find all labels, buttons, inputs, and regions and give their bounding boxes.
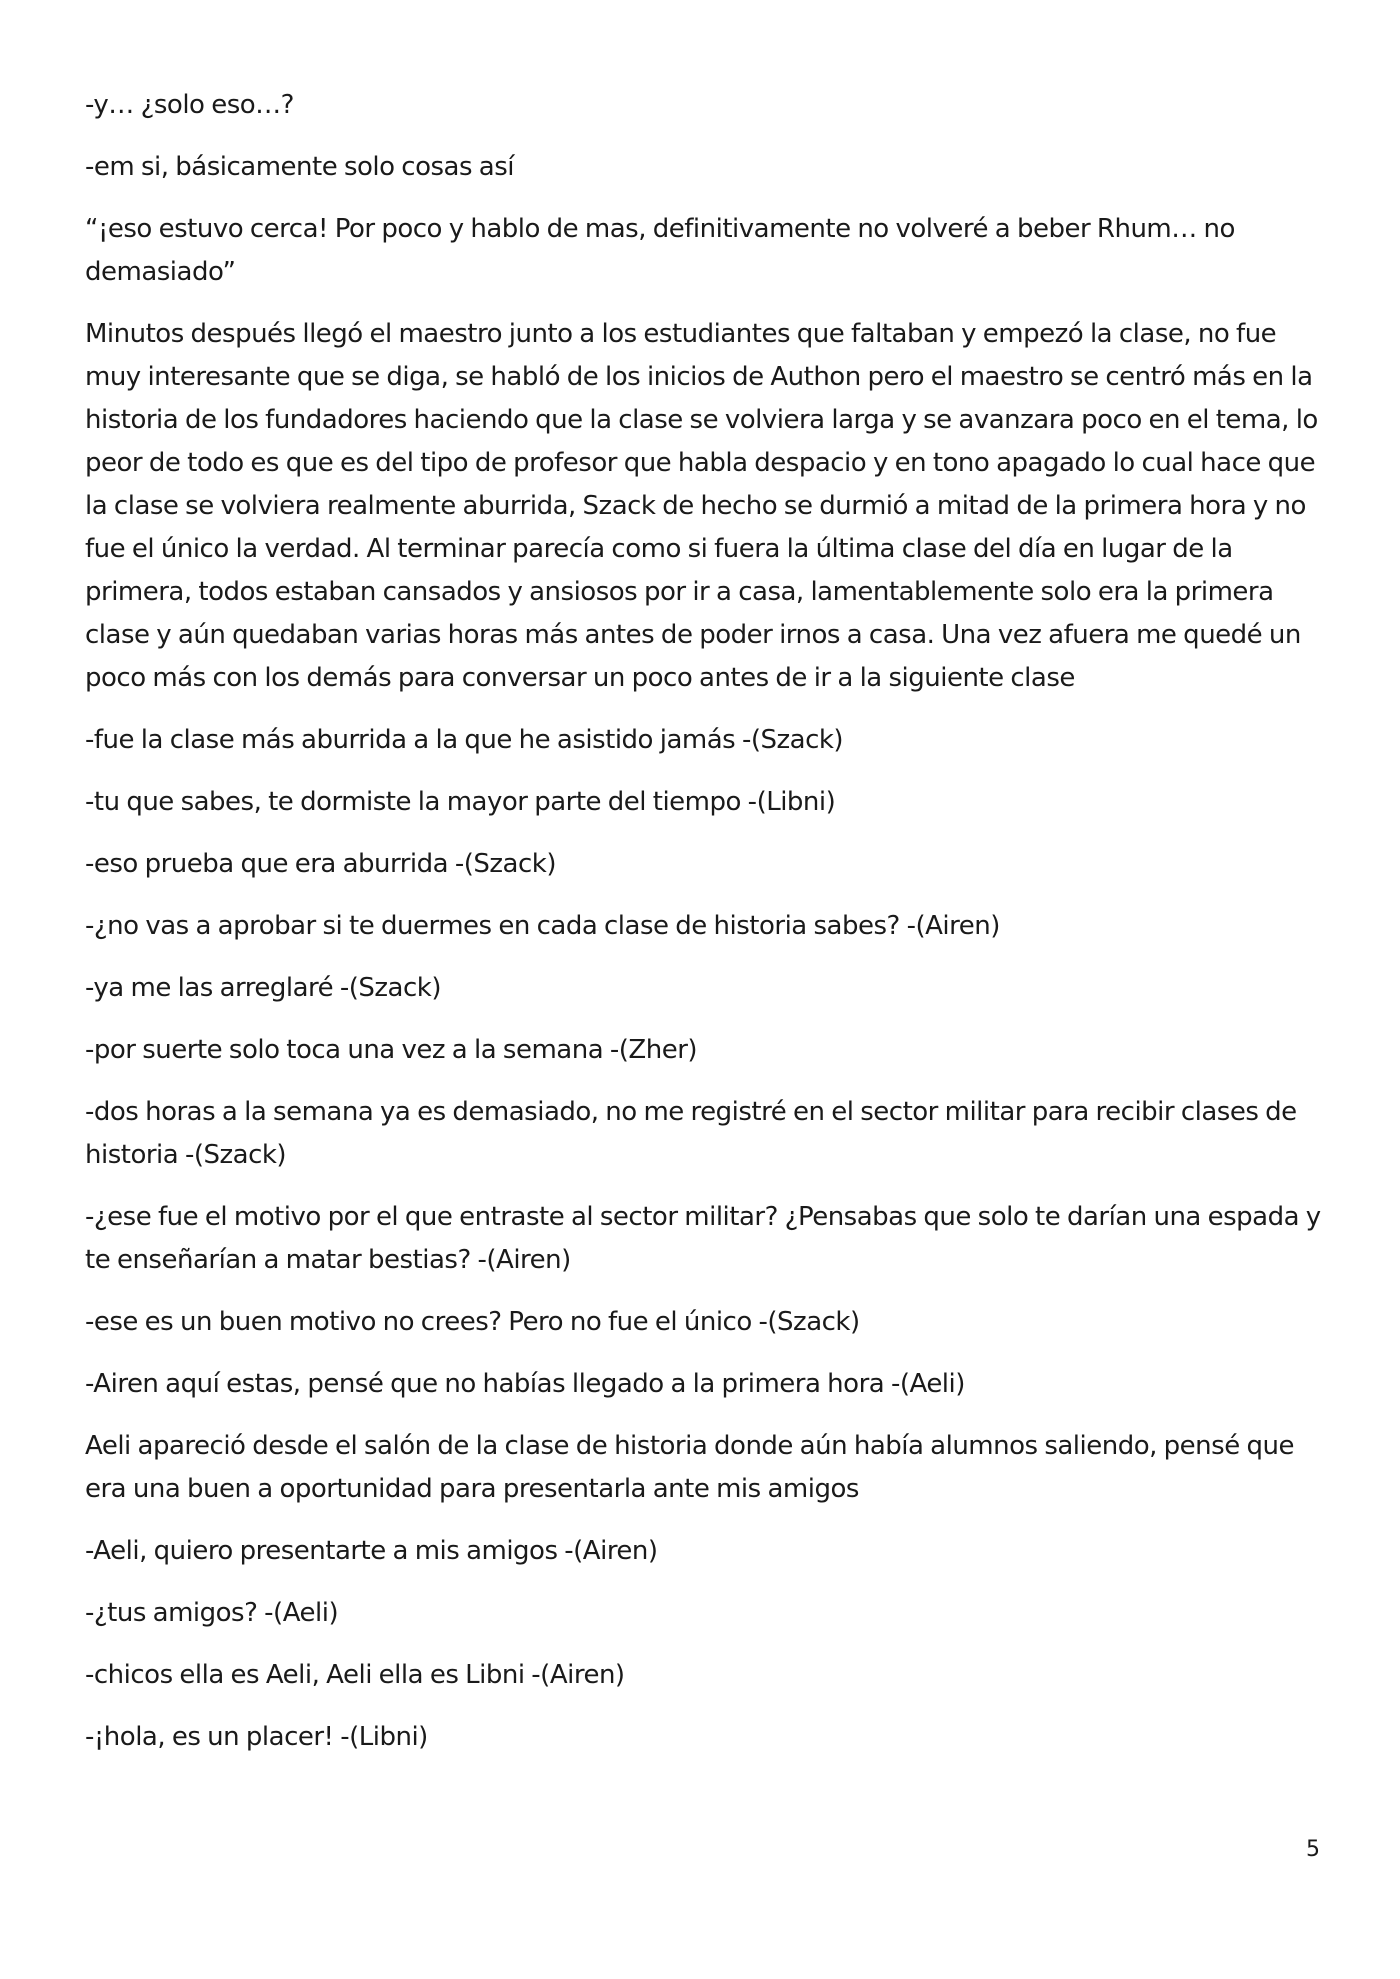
paragraph: -tu que sabes, te dormiste la mayor parte del tiempo -(Libni) [85, 787, 836, 817]
document-body [85, 84, 1325, 1778]
paragraph: -¿tus amigos? -(Aeli) [85, 1598, 339, 1628]
paragraph: -¡hola, es un placer! -(Libni) [85, 1722, 428, 1752]
paragraph: -Airen aquí estas, pensé que no habías llegado a la primera hora -(Aeli) [85, 1369, 965, 1399]
paragraph: “¡eso estuvo cerca! Por poco y hablo de mas, definitivamente no volveré a beber Rhum… no demasiado” [85, 214, 1235, 287]
paragraph: -eso prueba que era aburrida -(Szack) [85, 849, 556, 879]
paragraph: -y… ¿solo eso…? [85, 90, 294, 120]
paragraph: -¿ese fue el motivo por el que entraste al sector militar? ¿Pensabas que solo te darían una espada y te enseñarían a matar bestias? -(Airen) [85, 1202, 1321, 1275]
paragraph: -em si, básicamente solo cosas así [85, 152, 515, 182]
paragraph: -Aeli, quiero presentarte a mis amigos -(Airen) [85, 1536, 658, 1566]
paragraph: -chicos ella es Aeli, Aeli ella es Libni -(Airen) [85, 1660, 625, 1690]
paragraph: -por suerte solo toca una vez a la semana -(Zher) [85, 1035, 698, 1065]
paragraph: Aeli apareció desde el salón de la clase de historia donde aún había alumnos saliendo, pensé que era una buen a oportunidad para presentarla ante mis amigos [85, 1431, 1294, 1504]
paragraph: Minutos después llegó el maestro junto a los estudiantes que faltaban y empezó la clase, no fue muy interesante que se diga, se habló de los inicios de Authon pero el maestro se centró más en la historia de los fundadores haciendo que la clase se volviera larga y se avanzara poco en el tema, lo peor de todo es que es del tipo de profesor que habla despacio y en tono apagado lo cual hace que la clase se volviera realmente aburrida, Szack de hecho se durmió a mitad de la primera hora y no fue el único la verdad. Al terminar parecía como si fuera la última clase del día en lugar de la primera, todos estaban cansados y ansiosos por ir a casa, lamentablemente solo era la primera clase y aún quedaban varias horas más antes de poder irnos a casa. Una vez afuera me quedé un poco más con los demás para conversar un poco antes de ir a la siguiente clase [85, 319, 1318, 693]
paragraph: -¿no vas a aprobar si te duermes en cada clase de historia sabes? -(Airen) [85, 911, 1000, 941]
page-number: 5 [1306, 1837, 1320, 1862]
paragraph: -dos horas a la semana ya es demasiado, no me registré en el sector militar para recibir clases de historia -(Szack) [85, 1097, 1297, 1170]
paragraph: -ya me las arreglaré -(Szack) [85, 973, 441, 1003]
paragraph: -ese es un buen motivo no crees? Pero no fue el único -(Szack) [85, 1307, 860, 1337]
paragraph: -fue la clase más aburrida a la que he asistido jamás -(Szack) [85, 725, 844, 755]
